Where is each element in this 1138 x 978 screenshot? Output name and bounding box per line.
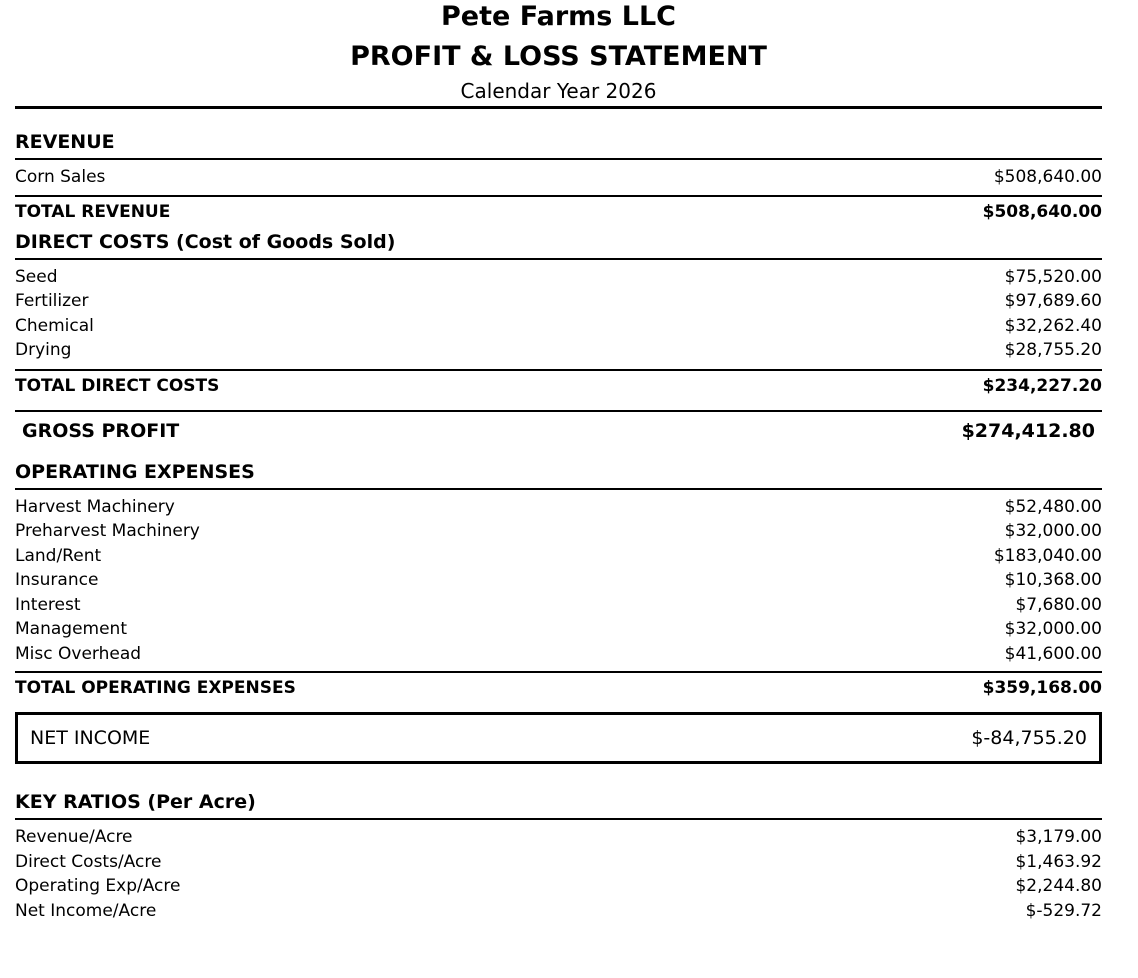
ratio-label: Revenue/Acre bbox=[15, 827, 133, 847]
revenue-items bbox=[15, 165, 1102, 190]
line-item bbox=[15, 593, 1102, 618]
line-item-amount: $75,520.00 bbox=[1004, 266, 1102, 287]
line-item bbox=[15, 617, 1102, 642]
ratio-row bbox=[15, 825, 1102, 850]
total-direct-costs-amount: $234,227.20 bbox=[982, 375, 1102, 396]
line-item-label: Preharvest Machinery bbox=[15, 521, 200, 541]
total-operating-expenses-row bbox=[15, 671, 1102, 700]
direct-cost-items bbox=[15, 265, 1102, 363]
line-item bbox=[15, 289, 1102, 314]
net-income-label: NET INCOME bbox=[30, 727, 151, 749]
total-revenue-label: TOTAL REVENUE bbox=[15, 201, 171, 222]
ratio-amount: $3,179.00 bbox=[1015, 827, 1102, 847]
total-operating-expenses-label: TOTAL OPERATING EXPENSES bbox=[15, 678, 296, 698]
net-income-amount: $-84,755.20 bbox=[971, 727, 1087, 749]
gross-profit-label: GROSS PROFIT bbox=[22, 419, 180, 442]
operating-expenses-section bbox=[15, 460, 1102, 701]
line-item-label: Corn Sales bbox=[15, 167, 106, 187]
line-item-label: Chemical bbox=[15, 315, 94, 336]
line-item-amount: $41,600.00 bbox=[1004, 643, 1102, 664]
line-item-amount: $52,480.00 bbox=[1004, 496, 1102, 517]
line-item-label: Harvest Machinery bbox=[15, 496, 175, 517]
key-ratios-section bbox=[15, 790, 1102, 923]
ratio-amount: $1,463.92 bbox=[1015, 851, 1102, 872]
key-ratio-items bbox=[15, 825, 1102, 923]
line-item-amount: $32,262.40 bbox=[1004, 315, 1102, 336]
line-item-label: Land/Rent bbox=[15, 545, 102, 566]
line-item-label: Seed bbox=[15, 266, 58, 287]
line-item bbox=[15, 568, 1102, 593]
line-item-label: Drying bbox=[15, 340, 72, 360]
ratio-label: Operating Exp/Acre bbox=[15, 876, 181, 896]
total-operating-expenses-amount: $359,168.00 bbox=[982, 678, 1102, 698]
total-direct-costs-label: TOTAL DIRECT COSTS bbox=[15, 375, 220, 396]
line-item bbox=[15, 314, 1102, 339]
statement-title: PROFIT & LOSS STATEMENT bbox=[350, 41, 767, 72]
line-item bbox=[15, 495, 1102, 520]
ratio-amount: $2,244.80 bbox=[1015, 876, 1102, 896]
line-item-label: Interest bbox=[15, 594, 81, 615]
ratio-row bbox=[15, 899, 1102, 924]
statement-period: Calendar Year 2026 bbox=[460, 79, 657, 103]
total-revenue-amount: $508,640.00 bbox=[982, 201, 1102, 222]
line-item-label: Management bbox=[15, 619, 127, 639]
section-title-operating-expenses: OPERATING EXPENSES bbox=[15, 460, 1102, 490]
pl-statement bbox=[15, 0, 1102, 923]
line-item bbox=[15, 165, 1102, 190]
line-item-label: Insurance bbox=[15, 570, 99, 590]
line-item-amount: $32,000.00 bbox=[1004, 521, 1102, 541]
ratio-row bbox=[15, 850, 1102, 875]
line-item-amount: $32,000.00 bbox=[1004, 619, 1102, 639]
net-income-box bbox=[15, 712, 1102, 764]
revenue-section bbox=[15, 130, 1102, 224]
line-item bbox=[15, 265, 1102, 290]
gross-profit-row bbox=[15, 410, 1102, 445]
section-title-key-ratios: KEY RATIOS (Per Acre) bbox=[15, 790, 1102, 820]
company-name: Pete Farms LLC bbox=[441, 1, 676, 32]
ratio-label: Net Income/Acre bbox=[15, 900, 157, 921]
line-item bbox=[15, 642, 1102, 667]
line-item bbox=[15, 338, 1102, 363]
ratio-row bbox=[15, 874, 1102, 899]
line-item bbox=[15, 544, 1102, 569]
statement-header bbox=[15, 0, 1102, 103]
line-item-label: Fertilizer bbox=[15, 291, 89, 311]
operating-expense-items bbox=[15, 495, 1102, 667]
section-title-direct-costs: DIRECT COSTS (Cost of Goods Sold) bbox=[15, 230, 1102, 260]
line-item-amount: $183,040.00 bbox=[993, 545, 1102, 566]
section-title-revenue: REVENUE bbox=[15, 130, 1102, 160]
line-item-amount: $508,640.00 bbox=[993, 167, 1102, 187]
total-direct-costs-row bbox=[15, 369, 1102, 398]
line-item-amount: $7,680.00 bbox=[1015, 594, 1102, 615]
total-revenue-row bbox=[15, 195, 1102, 224]
header-divider bbox=[15, 106, 1102, 109]
ratio-label: Direct Costs/Acre bbox=[15, 851, 162, 872]
line-item-amount: $10,368.00 bbox=[1004, 570, 1102, 590]
ratio-amount: $-529.72 bbox=[1025, 900, 1102, 921]
line-item-amount: $97,689.60 bbox=[1004, 291, 1102, 311]
direct-costs-section bbox=[15, 230, 1102, 398]
gross-profit-amount: $274,412.80 bbox=[961, 419, 1095, 442]
line-item bbox=[15, 519, 1102, 544]
line-item-amount: $28,755.20 bbox=[1004, 340, 1102, 360]
line-item-label: Misc Overhead bbox=[15, 643, 142, 664]
